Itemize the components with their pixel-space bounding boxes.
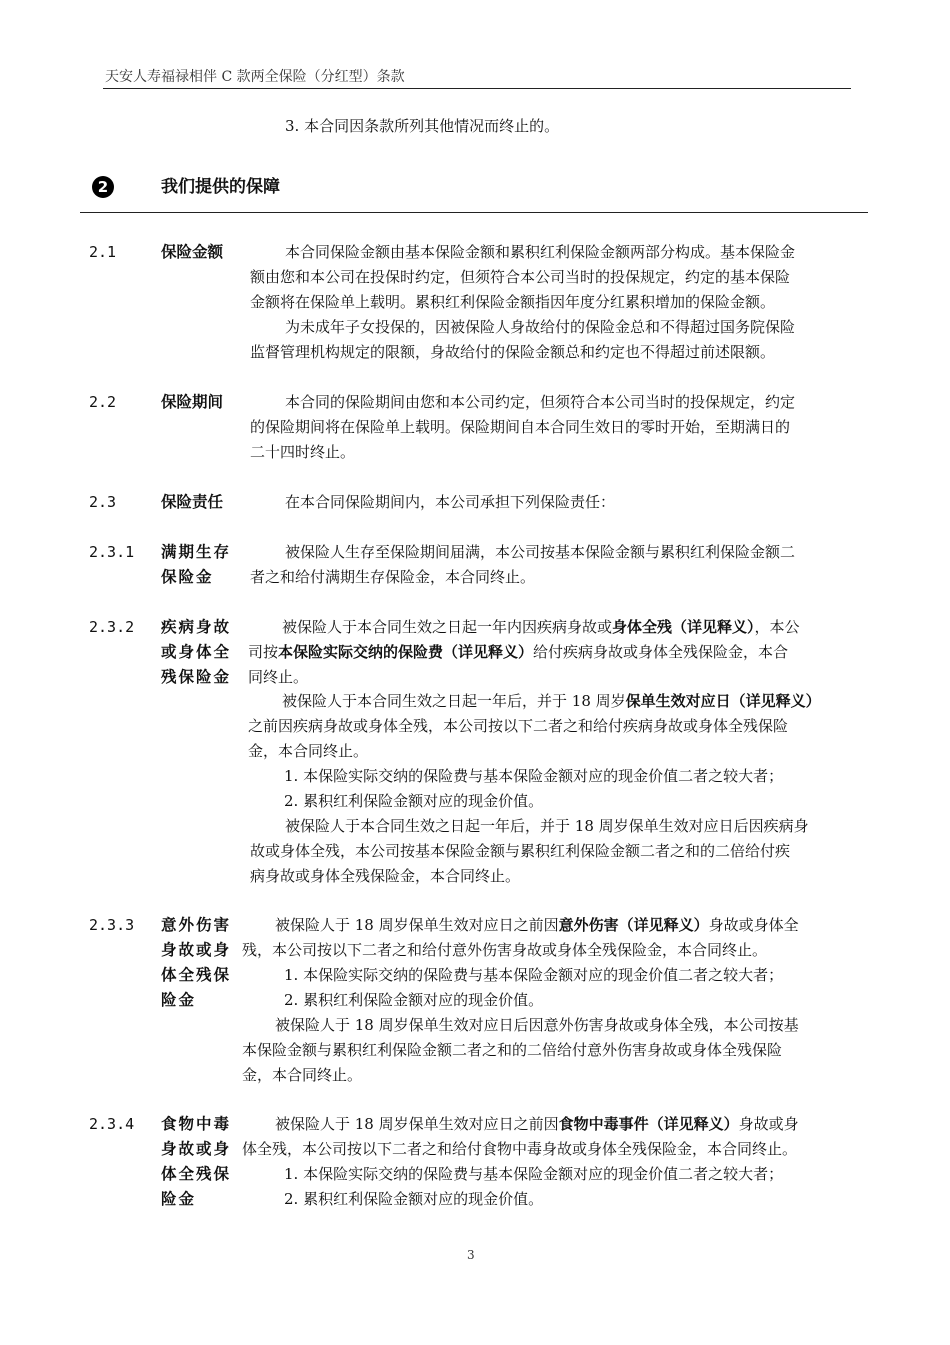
clause-text-line: 体全残，本公司按以下二者之和给付食物中毒身故或身体全残保险金，本合同终止。 bbox=[242, 1140, 798, 1158]
clause-text-line: 金，本合同终止。 bbox=[242, 1066, 363, 1084]
clause-label: 体全残保 bbox=[161, 966, 232, 984]
clause-text-line bbox=[275, 913, 799, 938]
clause-label: 保险金 bbox=[161, 568, 214, 586]
clause-label: 保险责任 bbox=[161, 493, 224, 511]
clause-text-line: 故或身体全残，本公司按基本保险金额与累积红利保险金额二者之和的二倍给付疾 bbox=[250, 842, 791, 860]
clause-label: 保险期间 bbox=[161, 393, 224, 411]
clause-text-line: 者之和给付满期生存保险金，本合同终止。 bbox=[250, 568, 536, 586]
clause-label: 或身体全 bbox=[161, 643, 232, 661]
list-item: 2. 累积红利保险金额对应的现金价值。 bbox=[284, 1190, 544, 1208]
clause-text-line bbox=[248, 640, 788, 665]
list-item: 1. 本保险实际交纳的保险费与基本保险金额对应的现金价值二者之较大者； bbox=[284, 1165, 784, 1183]
clause-text-line: 被保险人生存至保险期间届满，本公司按基本保险金额与累积红利保险金额二 bbox=[285, 543, 796, 561]
clause-text-line: 二十四时终止。 bbox=[250, 443, 356, 461]
clause-text-line bbox=[282, 689, 821, 714]
clause-number: 2.3.1 bbox=[89, 543, 135, 561]
clause-text-line: 的保险期间将在保险单上载明。保险期间自本合同生效日的零时开始，至期满日的 bbox=[250, 418, 791, 436]
clause-text-line: 同终止。 bbox=[248, 668, 309, 686]
clause-label: 险金 bbox=[161, 1190, 197, 1208]
defined-term: 食物中毒事件（详见释义） bbox=[558, 1115, 739, 1133]
clause-text-line: 额由您和本公司在投保时约定，但须符合本公司当时的投保规定，约定的基本保险 bbox=[250, 268, 791, 286]
text-run: 身故或身 bbox=[738, 1115, 799, 1133]
list-item: 1. 本保险实际交纳的保险费与基本保险金额对应的现金价值二者之较大者； bbox=[284, 767, 784, 785]
clause-text-line: 监督管理机构规定的限额，身故给付的保险金额总和约定也不得超过前述限额。 bbox=[250, 343, 776, 361]
text-run: ，本公 bbox=[754, 618, 800, 636]
clause-label: 意外伤害 bbox=[161, 916, 232, 934]
header-rule bbox=[103, 88, 851, 89]
defined-term: 意外伤害（详见释义） bbox=[558, 916, 709, 934]
section-number-badge: 2 bbox=[92, 176, 114, 198]
clause-label: 食物中毒 bbox=[161, 1115, 232, 1133]
clause-text-line: 本合同的保险期间由您和本公司约定，但须符合本公司当时的投保规定，约定 bbox=[285, 393, 796, 411]
clause-number: 2.2 bbox=[89, 393, 117, 411]
clause-text-line: 残，本公司按以下二者之和给付意外伤害身故或身体全残保险金，本合同终止。 bbox=[242, 941, 768, 959]
defined-term: 本保险实际交纳的保险费（详见释义） bbox=[278, 643, 534, 661]
clause-label: 身故或身 bbox=[161, 1140, 232, 1158]
clause-number: 2.3.4 bbox=[89, 1115, 135, 1133]
defined-term: 身体全残（详见释义） bbox=[612, 618, 755, 636]
text-run: 被保险人于 18 周岁保单生效对应日之前因 bbox=[275, 1115, 559, 1133]
clause-number: 2.1 bbox=[89, 243, 117, 261]
clause-label: 险金 bbox=[161, 991, 197, 1009]
clause-text-line: 本合同保险金额由基本保险金额和累积红利保险金额两部分构成。基本保险金 bbox=[285, 243, 796, 261]
clause-text-line: 病身故或身体全残保险金，本合同终止。 bbox=[250, 867, 521, 885]
clause-label: 疾病身故 bbox=[161, 618, 232, 636]
clause-text-line: 被保险人于 18 周岁保单生效对应日后因意外伤害身故或身体全残，本公司按基 bbox=[275, 1016, 799, 1034]
clause-number: 2.3.3 bbox=[89, 916, 135, 934]
section-title: 我们提供的保障 bbox=[161, 177, 280, 197]
clause-text-line: 为未成年子女投保的，因被保险人身故给付的保险金总和不得超过国务院保险 bbox=[285, 318, 796, 336]
clause-text-line: 本保险金额与累积红利保险金额二者之和的二倍给付意外伤害身故或身体全残保险 bbox=[242, 1041, 783, 1059]
clause-text-line: 金额将在保险单上载明。累积红利保险金额指因年度分红累积增加的保险金额。 bbox=[250, 293, 776, 311]
clause-number: 2.3.2 bbox=[89, 618, 135, 636]
clause-text-line: 在本合同保险期间内，本公司承担下列保险责任： bbox=[285, 493, 616, 511]
text-run: 司按 bbox=[248, 643, 279, 661]
clause-text-line: 之前因疾病身故或身体全残，本公司按以下二者之和给付疾病身故或身体全残保险 bbox=[248, 717, 789, 735]
text-run: 身故或身体全 bbox=[708, 916, 799, 934]
termination-item-3: 3. 本合同因条款所列其他情况而终止的。 bbox=[285, 117, 560, 135]
defined-term: 保单生效对应日（详见释义） bbox=[625, 692, 821, 710]
list-item: 2. 累积红利保险金额对应的现金价值。 bbox=[284, 792, 544, 810]
text-run: 被保险人于 18 周岁保单生效对应日之前因 bbox=[275, 916, 559, 934]
clause-label: 身故或身 bbox=[161, 941, 232, 959]
clause-label: 残保险金 bbox=[161, 668, 232, 686]
list-item: 1. 本保险实际交纳的保险费与基本保险金额对应的现金价值二者之较大者； bbox=[284, 966, 784, 984]
clause-label: 满期生存 bbox=[161, 543, 232, 561]
clause-text-line bbox=[275, 1112, 799, 1137]
clause-number: 2.3 bbox=[89, 493, 117, 511]
text-run: 给付疾病身故或身体全残保险金，本合 bbox=[533, 643, 789, 661]
document-header-title: 天安人寿福禄相伴 C 款两全保险（分红型）条款 bbox=[105, 69, 405, 85]
clause-text-line: 金，本合同终止。 bbox=[248, 742, 369, 760]
section-rule bbox=[80, 212, 868, 213]
list-item: 2. 累积红利保险金额对应的现金价值。 bbox=[284, 991, 544, 1009]
clause-label: 体全残保 bbox=[161, 1165, 232, 1183]
clause-text-line bbox=[282, 615, 800, 640]
text-run: 被保险人于本合同生效之日起一年内因疾病身故或 bbox=[282, 618, 613, 636]
page-number: 3 bbox=[467, 1248, 475, 1262]
text-run: 被保险人于本合同生效之日起一年后，并于 18 周岁 bbox=[282, 692, 626, 710]
clause-label: 保险金额 bbox=[161, 243, 224, 261]
clause-text-line: 被保险人于本合同生效之日起一年后，并于 18 周岁保单生效对应日后因疾病身 bbox=[285, 817, 809, 835]
